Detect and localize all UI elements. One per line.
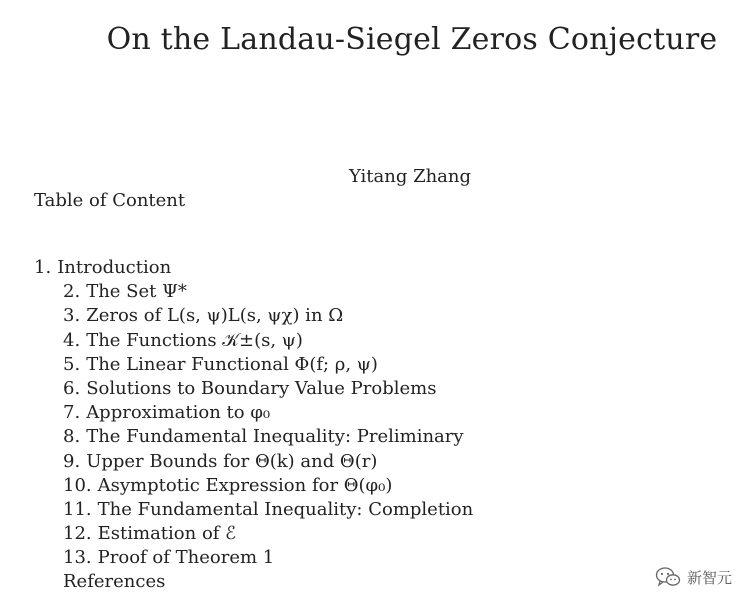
toc-item-text: Upper Bounds for Θ(k) and Θ(r)	[86, 450, 378, 472]
toc-item	[34, 256, 473, 280]
toc-item-number: 12.	[63, 523, 92, 545]
toc-item	[34, 570, 473, 594]
toc-item	[34, 546, 473, 570]
toc-item-text: The Fundamental Inequality: Completion	[97, 498, 474, 520]
paper-title: On the Landau-Siegel Zeros Conjecture	[106, 22, 718, 57]
toc-item-text: The Linear Functional Φ(f; ρ, ψ)	[86, 353, 378, 375]
toc-item-text: The Set Ψ*	[86, 281, 187, 303]
toc-item-number: 1.	[34, 257, 52, 278]
toc-item-number: 9.	[63, 450, 81, 472]
toc-item-text: Zeros of L(s, ψ)L(s, ψχ) in Ω	[86, 305, 344, 327]
toc-item	[34, 353, 473, 377]
toc-item-number: 8.	[63, 426, 81, 448]
toc-item-number: 7.	[63, 402, 81, 424]
toc-item	[34, 329, 473, 353]
toc-item	[34, 304, 473, 328]
toc-item-number: 2.	[63, 281, 81, 303]
toc-item	[34, 522, 473, 546]
toc-item	[34, 401, 473, 425]
toc-item-number: 11.	[63, 498, 92, 520]
toc-item-number: 5.	[63, 353, 81, 375]
author-name: Yitang Zhang	[348, 166, 472, 187]
toc-item-number: 3.	[63, 305, 81, 327]
toc-item-number: 13.	[63, 547, 92, 569]
watermark-text: 新智元	[686, 568, 732, 587]
toc-item-text: Proof of Theorem 1	[97, 547, 275, 569]
toc-item	[34, 474, 473, 498]
toc-item	[34, 377, 473, 401]
toc-item-text: Introduction	[57, 257, 172, 278]
toc-item-text: References	[63, 571, 166, 593]
toc-item-text: Approximation to φ₀	[86, 402, 271, 424]
toc-item-text: Estimation of ℰ	[97, 523, 237, 545]
toc-item-text: Asymptotic Expression for Θ(φ₀)	[97, 474, 393, 496]
toc-item-number: 6.	[63, 377, 81, 399]
toc-item-text: The Fundamental Inequality: Preliminary	[86, 426, 464, 448]
toc-item-number: 4.	[63, 329, 81, 351]
table-of-contents	[34, 256, 473, 595]
wechat-icon	[655, 566, 681, 588]
toc-item-number: 10.	[63, 474, 92, 496]
toc-item-text: Solutions to Boundary Value Problems	[86, 377, 437, 399]
watermark	[655, 566, 732, 588]
toc-item	[34, 498, 473, 522]
toc-item	[34, 280, 473, 304]
toc-heading: Table of Content	[34, 190, 186, 211]
toc-item	[34, 425, 473, 449]
toc-item-text: The Functions 𝒦±(s, ψ)	[86, 329, 303, 351]
toc-item	[34, 450, 473, 474]
